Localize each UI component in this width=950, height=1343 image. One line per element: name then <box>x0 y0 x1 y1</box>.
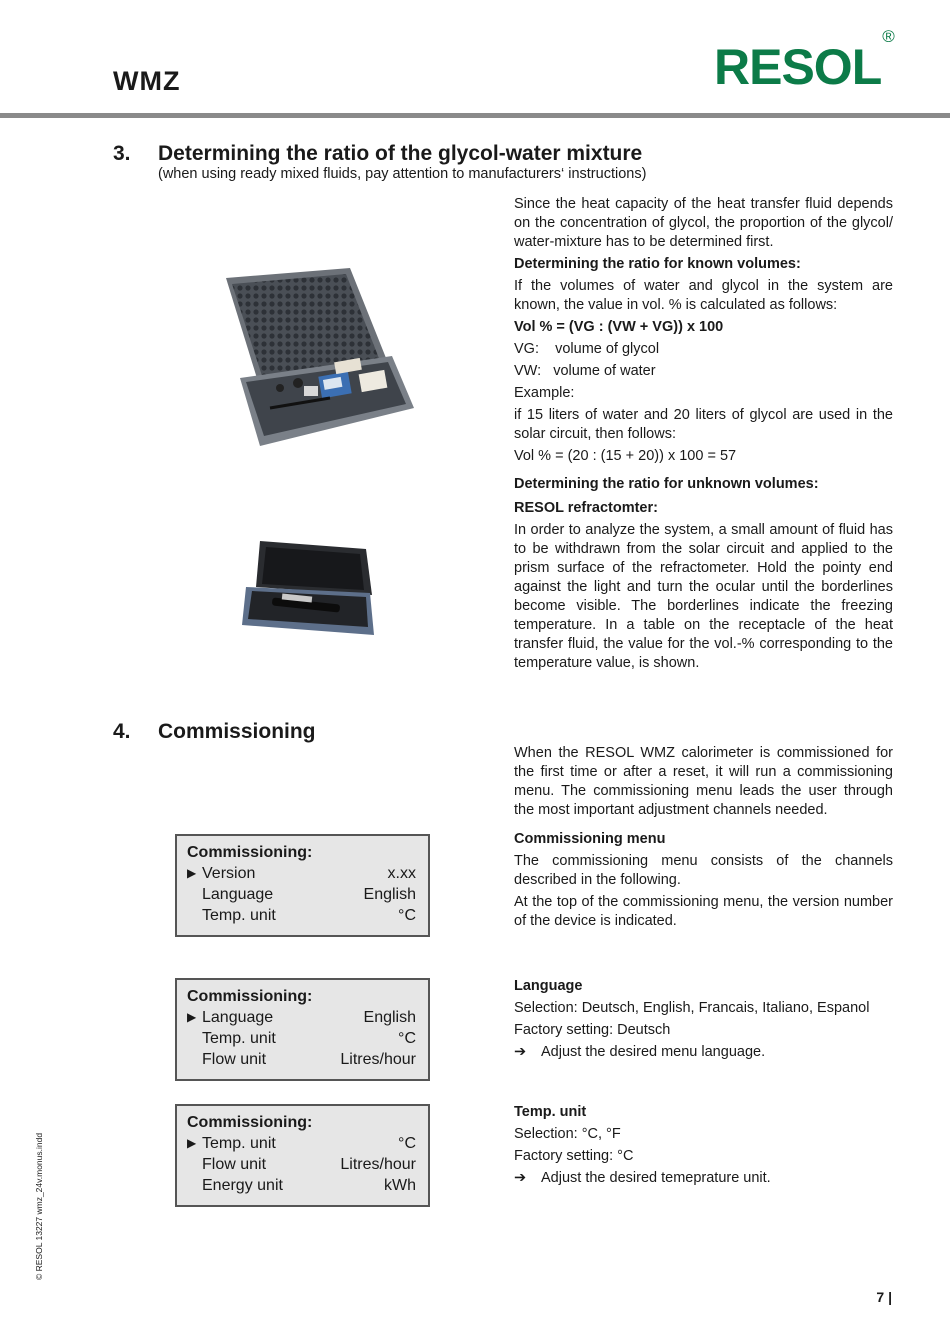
commissioning-menu-heading: Commissioning menu <box>514 831 666 847</box>
temp-unit-heading: Temp. unit <box>514 1104 587 1120</box>
refractometer-case-photo <box>242 535 377 647</box>
triangle-right-icon: ▶ <box>187 1136 197 1150</box>
temp-unit-selection: Selection: °C, °F <box>514 1126 621 1142</box>
lcd-display-version <box>175 834 430 937</box>
arrow-icon: ➔ <box>514 1170 527 1186</box>
section-4-number: 4. <box>113 720 131 743</box>
lcd-display-language <box>175 978 430 1081</box>
lcd-row-selected: ▶ Language English <box>187 1009 416 1026</box>
temp-unit-factory-setting: Factory setting: °C <box>514 1148 634 1164</box>
language-factory-setting: Factory setting: Deutsch <box>514 1022 671 1038</box>
example-label: Example: <box>514 385 575 401</box>
lcd-row: Language English <box>202 886 416 903</box>
known-volumes-text: If the volumes of water and glycol in the system are known, the value in vol. % is calculated as follows: <box>514 278 893 313</box>
section-3-text <box>514 195 893 673</box>
language-heading: Language <box>514 978 583 994</box>
temp-unit-instruction: Adjust the desired temeprature unit. <box>541 1170 771 1186</box>
resol-logo: RESOL® <box>714 27 894 95</box>
lcd-row: Temp. unit °C <box>202 1030 416 1047</box>
example-calculation: Vol % = (20 : (15 + 20)) x 100 = 57 <box>514 448 737 464</box>
language-selection: Selection: Deutsch, English, Francais, Italiano, Espanol <box>514 1000 870 1016</box>
lcd-display-temp-unit <box>175 1104 430 1207</box>
section-3-intro: Since the heat capacity of the heat transfer fluid depends on the concentration of glycol, the proportion of the glycol/ water-mixture has to be determined first. <box>514 196 893 250</box>
section-3-subtitle: (when using ready mixed fluids, pay attention to manufacturers‘ instructions) <box>158 166 647 182</box>
lcd-row: Flow unit Litres/hour <box>202 1156 416 1173</box>
unknown-volumes-heading: Determining the ratio for unknown volumes: <box>514 476 819 492</box>
triangle-right-icon: ▶ <box>187 1010 197 1024</box>
commissioning-menu-text-1: The commissioning menu consists of the channels described in the following. <box>514 853 893 888</box>
document-title: WMZ <box>113 66 181 96</box>
header-rule <box>0 113 950 118</box>
lcd-row: Temp. unit °C <box>202 907 416 924</box>
vw-definition: VW: volume of water <box>514 363 656 379</box>
section-4-intro: When the RESOL WMZ calorimeter is commissioned for the first time or after a reset, it will run a commissioning menu. The commissioning menu leads the user through the most important adjustment channels needed. <box>514 745 893 818</box>
formula: Vol % = (VG : (VW + VG)) x 100 <box>514 319 724 335</box>
language-block <box>514 977 893 1062</box>
triangle-right-icon: ▶ <box>187 866 197 880</box>
section-4-intro-block <box>514 744 893 931</box>
lcd-row-selected: ▶ Temp. unit °C <box>187 1135 416 1152</box>
lcd-row: Energy unit kWh <box>202 1177 416 1194</box>
refractometer-kit-case-photo <box>220 268 416 448</box>
lcd-row: Flow unit Litres/hour <box>202 1051 416 1068</box>
page-number: 7 | <box>876 1289 892 1305</box>
temp-unit-block <box>514 1103 893 1188</box>
file-reference: © RESOL 13227 wmz_24v.monus.indd <box>34 1132 44 1280</box>
example-text: if 15 liters of water and 20 liters of glycol are used in the solar circuit, then follows: <box>514 407 893 442</box>
lcd-row-selected: ▶ Version x.xx <box>187 865 416 882</box>
known-volumes-heading: Determining the ratio for known volumes: <box>514 256 801 272</box>
language-instruction: Adjust the desired menu language. <box>541 1044 766 1060</box>
lcd-header: Commissioning: <box>187 844 313 861</box>
lcd-header: Commissioning: <box>187 988 313 1005</box>
arrow-icon: ➔ <box>514 1044 527 1060</box>
section-4-title: Commissioning <box>158 720 316 743</box>
refractometer-heading: RESOL refractomter: <box>514 500 658 516</box>
refractometer-text: In order to analyze the system, a small amount of fluid has to be withdrawn from the solar circuit and applied to the prism surface of the refractometer. Hold the pointy end against the light and turn the ocular until the borderlines become visible. The borderlines indicate the freezing temperature. In a table on the receptacle of the heat transfer fluid, the value for the vol.-% corresponding to the temperature value, is shown. <box>514 522 893 671</box>
lcd-header: Commissioning: <box>187 1114 313 1131</box>
section-3-number: 3. <box>113 142 131 165</box>
vg-definition: VG: volume of glycol <box>514 341 660 357</box>
commissioning-menu-text-2: At the top of the commissioning menu, the version number of the device is indicated. <box>514 894 893 929</box>
section-3-title: Determining the ratio of the glycol-water mixture <box>158 142 643 165</box>
